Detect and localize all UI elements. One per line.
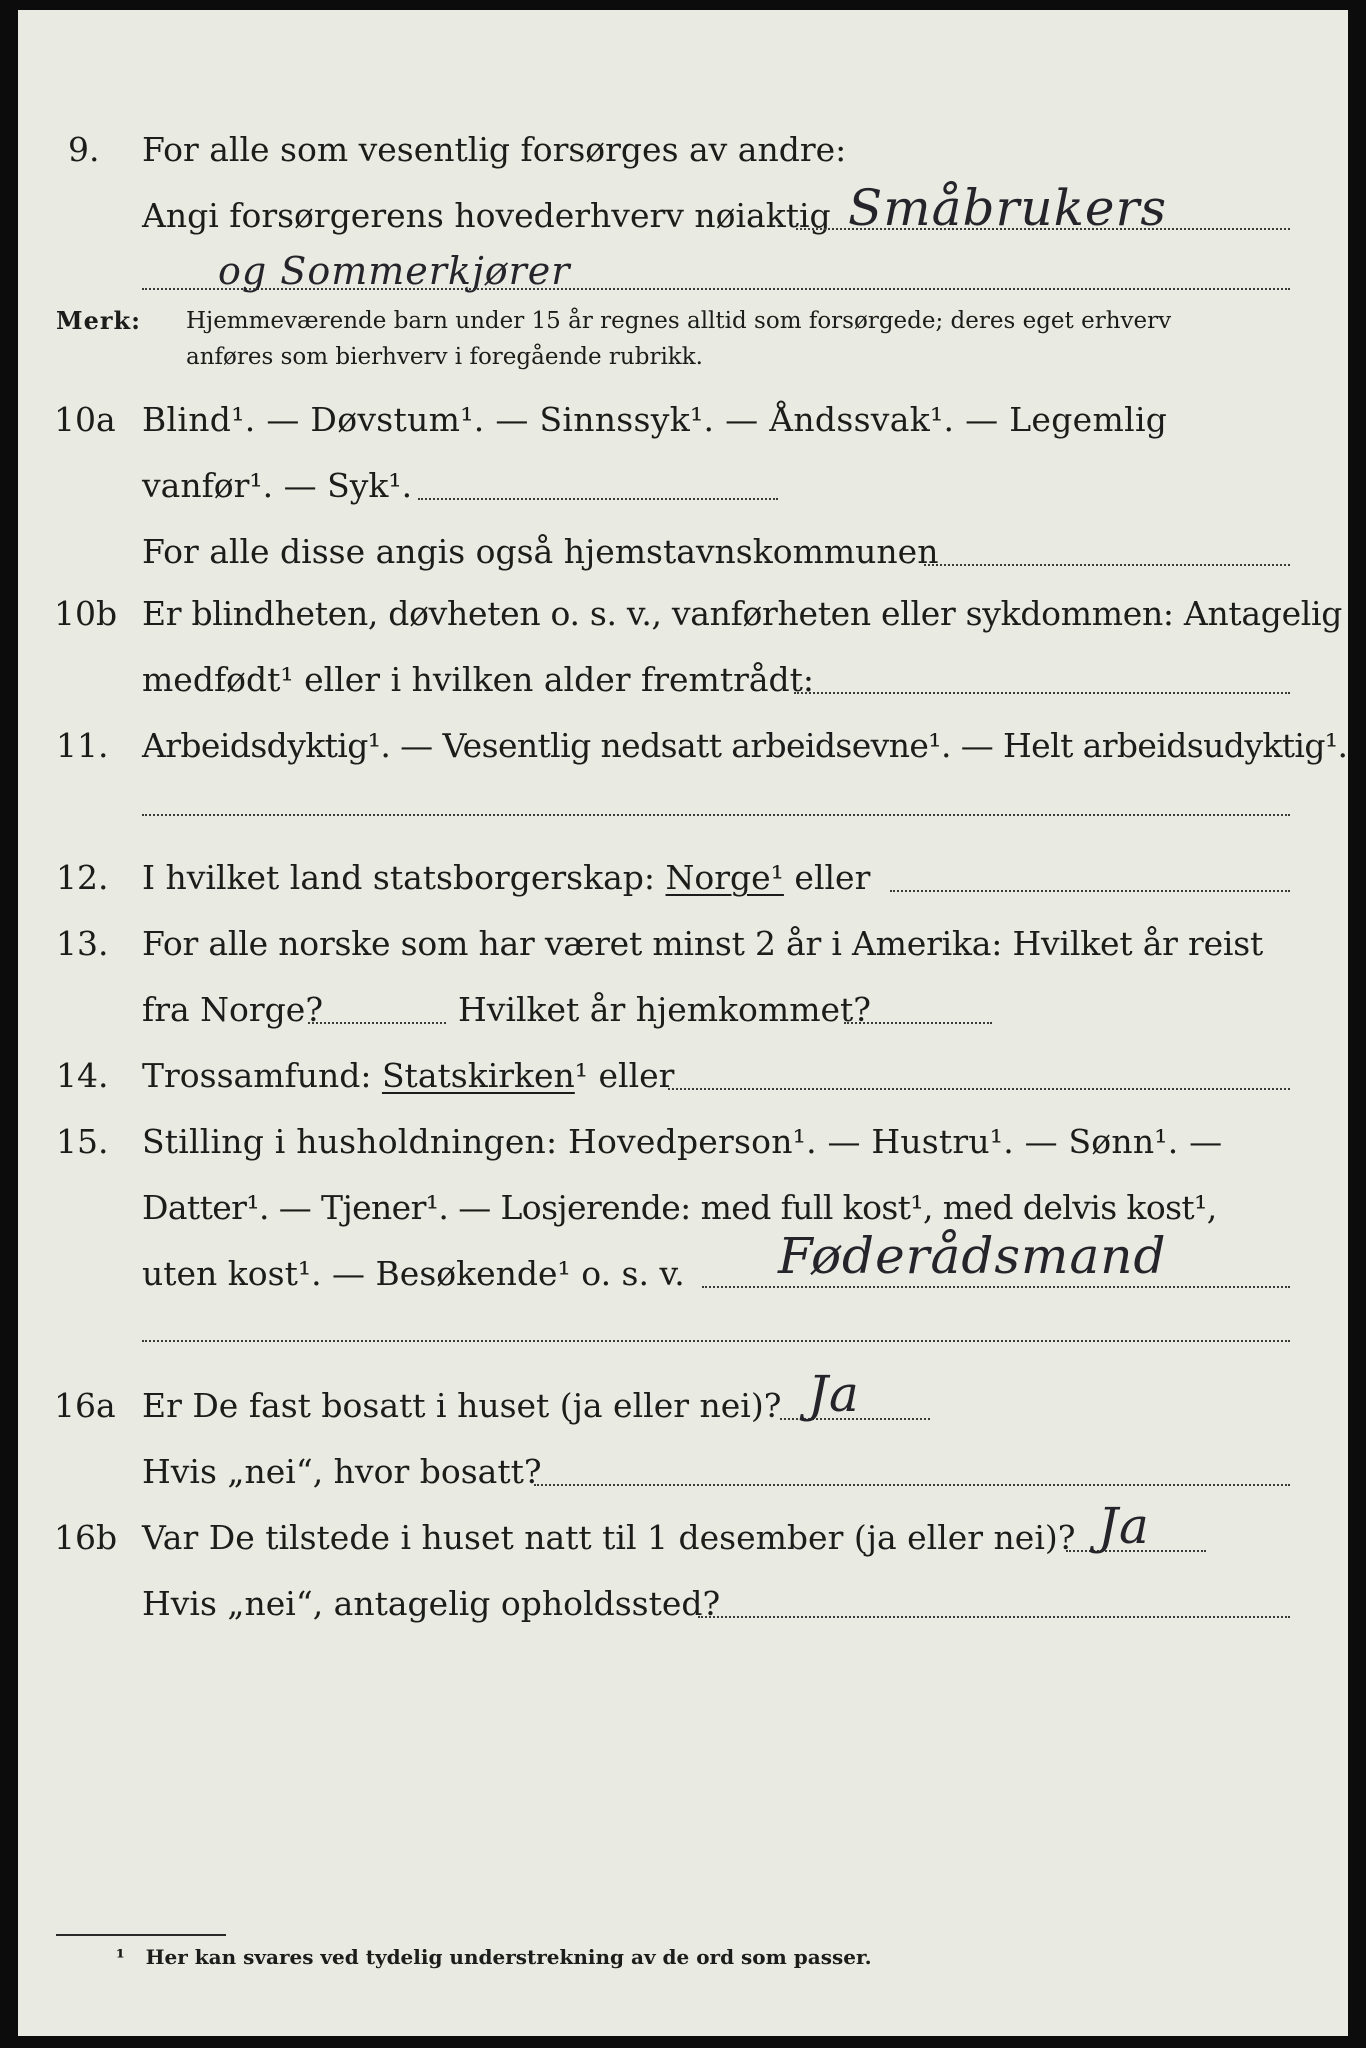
q15-options-3: uten kost¹. — Besøkende¹ o. s. v.: [142, 1254, 685, 1293]
q13-returned-line: [844, 1022, 992, 1024]
q10a-answer-line-2: [924, 564, 1290, 566]
q10a-number: 10a: [54, 400, 116, 439]
q16a-where-line: [534, 1484, 1290, 1486]
q13-question: For alle norske som har været minst 2 år i Amerika: Hvilket år reist: [142, 924, 1264, 963]
q9-question: For alle som vesentlig forsørges av andre:: [142, 130, 847, 169]
q10b-number: 10b: [54, 594, 118, 633]
q13-emigrated-label: fra Norge?: [142, 990, 324, 1029]
q10a-answer-line-1: [418, 498, 778, 500]
q9-handwritten-answer-1: Småbrukers: [848, 179, 1168, 237]
q15-options-1: Stilling i husholdningen: Hovedperson¹. — Hustru¹. — Sønn¹. —: [142, 1122, 1223, 1161]
q12-answer-line: [890, 890, 1290, 892]
q16b-question: Var De tilstede i huset natt til 1 desember (ja eller nei)?: [142, 1518, 1076, 1557]
q9-instruction: Angi forsørgerens hovederhverv nøiaktig: [142, 196, 831, 235]
footnote-text: Her kan svares ved tydelig understrekning av de ord som passer.: [145, 1945, 872, 1969]
footnote: [116, 1944, 872, 1970]
q13-returned-label: Hvilket år hjemkommet?: [458, 990, 871, 1029]
q10b-question-cont: medfødt¹ eller i hvilken alder fremtrådt:: [142, 660, 815, 699]
q12-question: [142, 858, 870, 898]
footnote-mark: ¹: [116, 1945, 125, 1969]
q10a-options-cont: vanfør¹. — Syk¹.: [142, 466, 413, 505]
q10b-question: Er blindheten, døvheten o. s. v., vanførheten eller sykdommen: Antagelig: [142, 594, 1343, 633]
q15-options-2: Datter¹. — Tjener¹. — Losjerende: med full kost¹, med delvis kost¹,: [142, 1188, 1217, 1227]
q16a-where-label: Hvis „nei“, hvor bosatt?: [142, 1452, 542, 1491]
q14-number: 14.: [56, 1056, 109, 1095]
q12-number: 12.: [56, 858, 109, 897]
q13-number: 13.: [56, 924, 109, 963]
q16b-stay-line: [698, 1616, 1290, 1618]
q16b-stay-label: Hvis „nei“, antagelig opholdssted?: [142, 1584, 721, 1623]
q16a-number: 16a: [54, 1386, 116, 1425]
q14-question: [142, 1056, 674, 1096]
q9-handwritten-answer-2: og Sommerkjører: [218, 249, 571, 293]
q16a-handwritten-answer: Ja: [808, 1365, 860, 1423]
q15-answer-line: [702, 1286, 1290, 1288]
merk-note-line-2: anføres som bierhverv i foregående rubrikk.: [186, 344, 703, 370]
q16b-handwritten-answer: Ja: [1098, 1497, 1150, 1555]
form-page: [18, 10, 1348, 2036]
q14-answer-line: [668, 1088, 1290, 1090]
q14-prefix: Trossamfund:: [142, 1056, 372, 1095]
q10a-options: Blind¹. — Døvstum¹. — Sinnssyk¹. — Åndssvak¹. — Legemlig: [142, 400, 1168, 439]
q11-options: Arbeidsdyktig¹. — Vesentlig nedsatt arbeidsevne¹. — Helt arbeidsudyktig¹.: [142, 726, 1348, 765]
q15-extra-line: [142, 1340, 1290, 1342]
q14-suffix: ¹ eller: [574, 1056, 675, 1095]
q12-prefix: I hvilket land statsborgerskap:: [142, 858, 656, 897]
merk-label: Merk:: [56, 306, 141, 335]
q9-number: 9.: [68, 130, 100, 169]
q11-answer-line: [142, 814, 1290, 816]
q12-suffix: eller: [794, 858, 871, 897]
q16b-number: 16b: [54, 1518, 118, 1557]
merk-note-line-1: Hjemmeværende barn under 15 år regnes alltid som forsørgede; deres eget erhverv: [186, 308, 1172, 334]
q16a-question: Er De fast bosatt i huset (ja eller nei)?: [142, 1386, 782, 1425]
q11-number: 11.: [56, 726, 109, 765]
q10a-home-municipality: For alle disse angis også hjemstavnskommunen: [142, 532, 939, 571]
q14-selected-statskirken: Statskirken: [381, 1056, 575, 1095]
q12-selected-norge: Norge¹: [665, 858, 784, 897]
q15-number: 15.: [56, 1122, 109, 1161]
q15-handwritten-answer: Føderådsmand: [778, 1227, 1167, 1285]
q13-emigrated-line: [308, 1022, 446, 1024]
q10b-answer-line: [794, 692, 1290, 694]
footnote-rule: [56, 1934, 226, 1936]
